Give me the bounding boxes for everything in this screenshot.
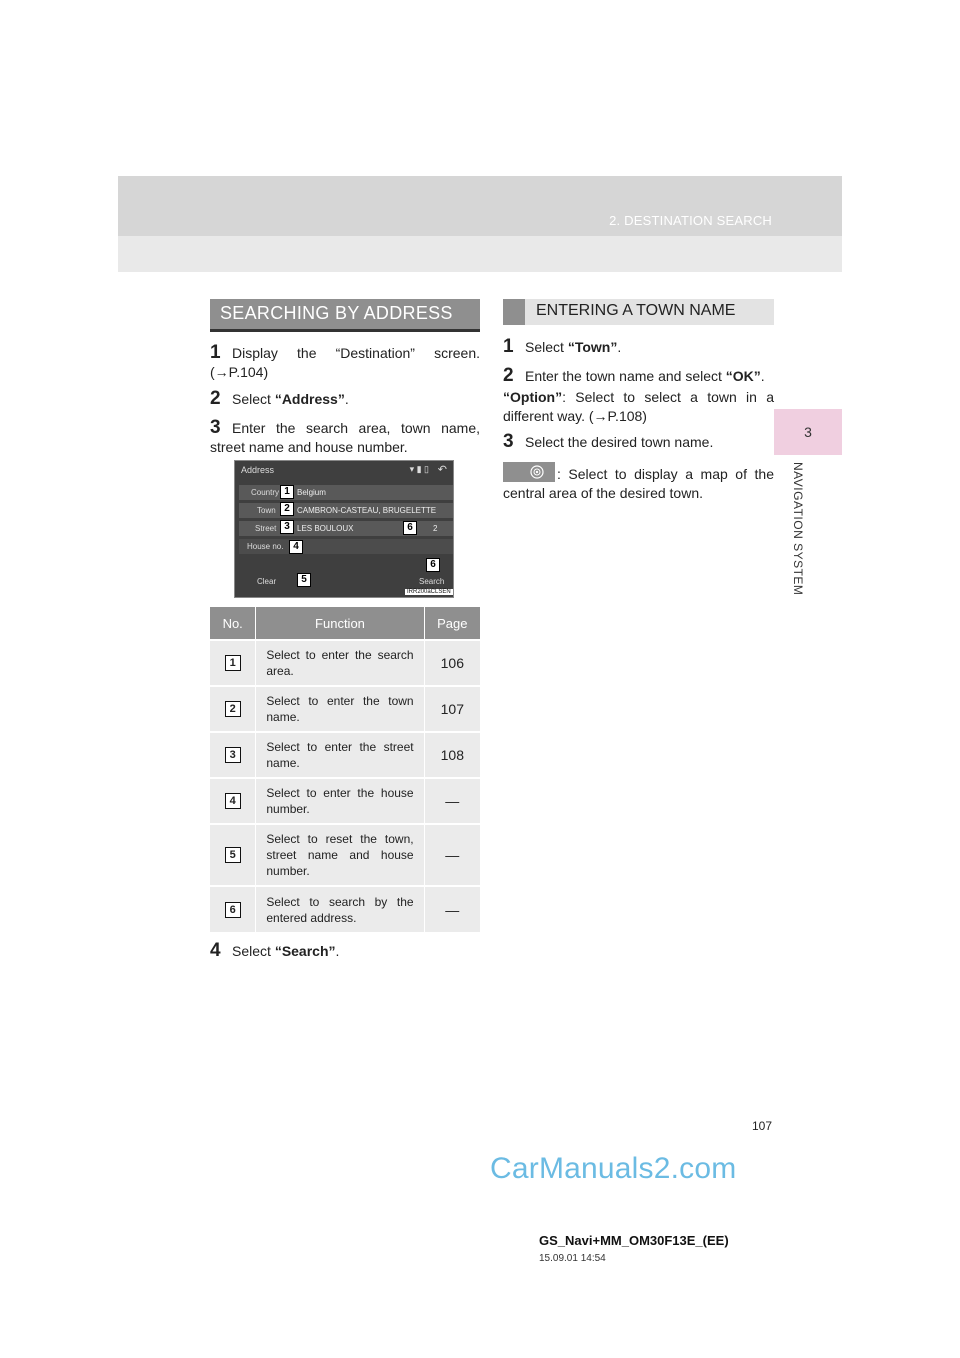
row-function: Select to enter the house number.	[256, 778, 424, 824]
signal-icon: ▾ ▮ ▯	[409, 464, 429, 474]
town-step-2: 2 Enter the town name and select “OK”.	[503, 365, 765, 386]
step-2: 2 Select “Address”.	[210, 388, 349, 409]
chapter-title: 2. DESTINATION SEARCH	[609, 213, 772, 228]
callout-4: 4	[289, 540, 303, 554]
step-1: 1 Display the “Destination” screen. (→P.104)	[210, 342, 480, 380]
screen-title: Address	[241, 465, 275, 475]
row-page: 108	[424, 732, 480, 778]
chapter-side-label: NAVIGATION SYSTEM	[791, 462, 805, 596]
col-function: Function	[256, 607, 424, 640]
back-icon: ↶	[437, 464, 447, 476]
callout-5: 5	[297, 573, 311, 587]
town-label: Town	[257, 506, 276, 515]
address-screen-image	[234, 460, 454, 598]
street-value: LES BOULOUX	[297, 524, 354, 533]
row-function: Select to search by the entered address.	[256, 886, 424, 932]
step-3: 3 Enter the search area, town name, street name and house number.	[210, 417, 480, 455]
town-step-3: 3 Select the desired town name.	[503, 431, 714, 452]
row-function: Select to reset the town, street name and house number.	[256, 824, 424, 886]
row-function: Select to enter the search area.	[256, 640, 424, 686]
house-label: House no.	[247, 542, 284, 551]
table-row	[210, 778, 480, 824]
document-date: 15.09.01 14:54	[539, 1253, 606, 1264]
town-step-1: 1 Select “Town”.	[503, 336, 622, 357]
section-header-town: ENTERING A TOWN NAME	[503, 299, 774, 325]
row-number: 5	[225, 847, 241, 863]
row-function: Select to enter the town name.	[256, 686, 424, 732]
row-page: —	[424, 824, 480, 886]
header-subband	[118, 236, 842, 272]
callout-2: 2	[280, 502, 294, 516]
document-code: GS_Navi+MM_OM30F13E_(EE)	[539, 1233, 729, 1248]
row-page: —	[424, 778, 480, 824]
callout-3: 3	[280, 520, 294, 534]
street-count: 2	[433, 524, 438, 533]
row-number: 4	[225, 793, 241, 809]
col-page: Page	[424, 607, 480, 640]
step-4: 4 Select “Search”.	[210, 940, 340, 961]
page-number: 107	[752, 1119, 773, 1133]
country-value: Belgium	[297, 488, 326, 497]
function-table	[210, 607, 480, 932]
search-button-label: Search	[419, 577, 445, 586]
table-row	[210, 640, 480, 686]
row-number: 1	[225, 655, 241, 671]
chapter-number: 3	[804, 424, 812, 440]
row-number: 2	[225, 701, 241, 717]
table-row	[210, 824, 480, 886]
table-row	[210, 732, 480, 778]
col-no: No.	[210, 607, 256, 640]
row-number: 6	[225, 902, 241, 918]
map-note: : Select to display a map of the central area of the desired town.	[503, 466, 774, 501]
row-page: 106	[424, 640, 480, 686]
street-label: Street	[255, 524, 277, 533]
callout-1: 1	[280, 485, 294, 499]
callout-6a: 6	[403, 521, 417, 535]
image-code: IRR200aCLSEN	[407, 589, 451, 595]
option-note: “Option”: Select to select a town in a different way. (→P.108)	[503, 389, 774, 424]
watermark-logo: CarManuals2.com	[490, 1152, 737, 1185]
town-value: CAMBRON-CASTEAU, BRUGELETTE	[297, 506, 437, 515]
section-header-address: SEARCHING BY ADDRESS	[210, 299, 480, 332]
country-label: Country	[251, 488, 280, 497]
callout-6b: 6	[426, 558, 440, 572]
table-row	[210, 886, 480, 932]
clear-button-label: Clear	[257, 577, 277, 586]
row-function: Select to enter the street name.	[256, 732, 424, 778]
row-page: 107	[424, 686, 480, 732]
row-page: —	[424, 886, 480, 932]
row-number: 3	[225, 747, 241, 763]
table-row	[210, 686, 480, 732]
